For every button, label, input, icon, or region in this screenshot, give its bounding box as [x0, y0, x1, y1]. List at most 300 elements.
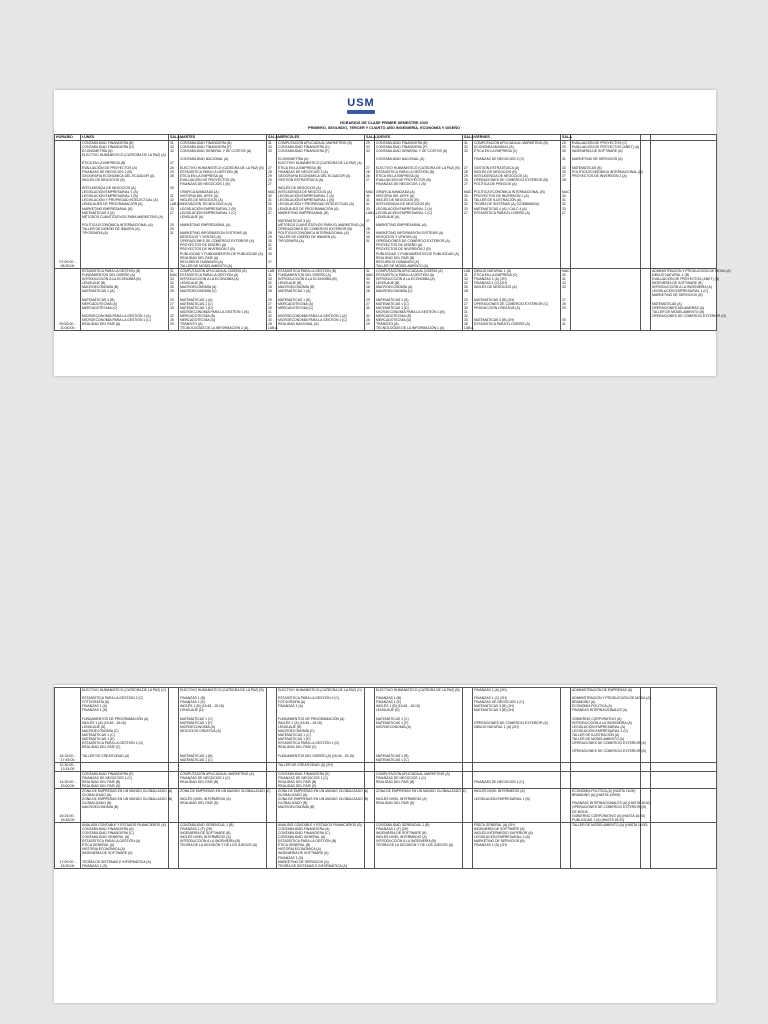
room-entry: 31: [268, 309, 272, 314]
course-entry: ZONA DE EMPRESAS EN UN MUNDO GLOBALIZADO (B): [82, 797, 173, 802]
course-entry: MATEMÁTICAS 1 (C): [180, 301, 213, 306]
room-entry: 31: [268, 141, 272, 145]
room-entry: LAB B: [170, 202, 180, 207]
course-entry: POLÍTICA ECONÓMICA INTERNACIONAL (B): [572, 169, 643, 174]
room-entry: MAC: [170, 273, 178, 277]
room-entry: 29: [366, 141, 370, 145]
room-entry: LAB: [464, 268, 471, 273]
course-entry: PROYECTOS DE INVERSIÓN 2 (A): [572, 173, 627, 178]
course-entry: CONTABILIDAD FINANCIERA (B): [180, 141, 232, 145]
room-entry: LAB: [268, 268, 275, 273]
room-cell: [561, 771, 571, 788]
schedule-table-2: [54, 687, 717, 869]
room-entry: 29: [170, 226, 174, 231]
room-entry: 33: [562, 285, 566, 290]
course-entry: MERCADOTECNIA (D): [180, 318, 216, 323]
course-list-cell: [277, 762, 365, 771]
room-entry: 26: [366, 318, 370, 323]
course-entry: LEGISLACIÓN EMPRESARIAL 1 (B): [278, 198, 334, 203]
room-entry: 31: [170, 231, 174, 236]
course-entry: MARKETING DE SERVICIOS (B): [652, 293, 703, 298]
room-entry: 31: [562, 157, 566, 162]
course-list-cell: [375, 688, 463, 763]
course-entry: LEGISLACIÓN EMPRESARIAL 1 (C): [180, 210, 237, 215]
room-entry: 26: [366, 173, 370, 178]
course-entry: INTRODUCCIÓN A LA INGENIERÍA (A): [652, 285, 712, 290]
course-entry: MATEMÁTICAS (B): [572, 165, 602, 170]
course-entry: MERCADOTECNIA (A): [278, 301, 314, 306]
course-entry: ESTADÍSTICA PARA LA GESTIÓN (B): [82, 268, 141, 273]
course-entry: INGLÉS DE NEGOCIOS (A): [474, 285, 517, 290]
course-entry: FINANZAS DE NEGOCIOS 1 (C): [180, 775, 231, 780]
course-entry: LEGISLACIÓN EMPRESARIAL 1 (C): [376, 210, 433, 215]
course-entry: LENGUAJE (B): [278, 281, 302, 286]
room-cell: [169, 688, 179, 763]
course-entry: FINANZAS DE NEGOCIOS 2 (C): [474, 157, 525, 162]
room-cell: [365, 771, 375, 788]
course-entry: ZONA DE EMPRESAS EN UN MUNDO GLOBALIZADO (A): [82, 789, 173, 794]
course-entry: MACROECONOMÍA (B): [278, 285, 315, 290]
room-entry: 28: [464, 289, 468, 294]
course-list-cell: [277, 771, 365, 788]
course-entry: REALIDAD DEL PAÍS (C): [278, 745, 317, 750]
course-entry: ELECTIVO HUMANISTICO (CATEDRA DE LA PAZ) (B): [180, 688, 264, 692]
course-entry: COMPUTACIÓN APLICADA AL MARKETING (A): [376, 771, 450, 776]
room-entry: 29: [366, 297, 370, 302]
course-entry: TRÁNSITO (A): [376, 322, 399, 327]
course-entry: ESTADÍSTICA PARA LA GESTIÓN (A): [180, 273, 239, 277]
course-entry: LEGISLACIÓN EMPRESARIAL 1 (C): [572, 728, 629, 733]
course-entry: NEGOCIOS CREATIVA (A): [180, 728, 221, 733]
course-entry: GLOBALIZADO (B): [82, 801, 112, 806]
course-entry: ZONA DE EMPRESAS EN UN MUNDO GLOBALIZADO (A): [278, 789, 369, 794]
course-entry: ELECTIVO HUMANISTICO (CATEDRA DE LA PAZ) (A): [82, 153, 166, 158]
course-entry: FINANZAS DE NEGOCIOS 1 (C): [82, 775, 133, 780]
course-entry: MATEMÁTICAS 1 (E): [82, 737, 115, 742]
room-entry: 32: [170, 313, 174, 318]
extra-course-cell: [651, 141, 717, 269]
column-header: LUNES: [81, 135, 169, 141]
room-entry: 30: [268, 239, 272, 244]
room-entry: 33: [464, 318, 468, 323]
course-entry: OPERACIONES DE COMERCIO EXTERIOR (A): [572, 741, 646, 746]
room-entry: 32: [366, 313, 370, 318]
room-entry: 32: [464, 313, 468, 318]
course-entry: ESTADÍSTICA PARA EL DISEÑO (A): [474, 210, 530, 215]
course-entry: ECONOMÍA POLÍTICA (A) (HASTA 16:00): [572, 789, 636, 794]
course-entry: ECONOMETRÍA (A): [82, 149, 113, 154]
course-entry: TEORÍA DE SISTEMAS E INFORMÁTICA (A): [278, 863, 347, 868]
course-list-cell: [473, 789, 561, 823]
room-entry: 26: [170, 285, 174, 290]
room-entry: 32: [366, 145, 370, 150]
room-cell: [463, 268, 473, 330]
course-entry: FUNDAMENTOS DEL DISEÑO (A) (15:45 - 15:15): [278, 753, 355, 758]
course-entry: MICROECONOMÍA (A): [376, 724, 412, 729]
course-entry: FUNDAMENTOS DE PROGRAMACIÓN (A): [278, 716, 345, 721]
course-entry: FINANZAS 1 (D): [278, 855, 304, 860]
room-cell: [169, 762, 179, 771]
room-entry: 26: [464, 285, 468, 290]
course-list-cell: [179, 822, 267, 868]
course-entry: FINANZAS DE NEGOCIOS 1 (C): [278, 775, 329, 780]
room-entry: 30: [170, 186, 174, 191]
room-entry: 30: [464, 305, 468, 310]
course-entry: LEGISLACIÓN EMPRESARIAL 2 (A): [474, 835, 530, 840]
room-entry: 26: [268, 285, 272, 290]
room-entry: 28: [170, 289, 174, 294]
room-cell: [267, 141, 277, 269]
course-entry: CONTABILIDAD GENERAL (A): [82, 835, 130, 840]
course-entry: MÉTODOS CUANTITATIVOS PARA EL MARKETING (A): [278, 222, 364, 227]
course-entry: POLÍTICA DE PRECIOS (A): [474, 181, 517, 186]
room-entry: 33: [562, 169, 566, 174]
course-entry: OPERACIONES DE COMERCIO EXTERIOR (A): [180, 239, 254, 244]
course-entry: CONTABILIDAD FINANCIERA (F): [376, 145, 428, 150]
room-entry: 32: [170, 198, 174, 203]
course-entry: DIBUJO NATURAL 1 (A) (2H): [474, 724, 519, 729]
course-entry: FINANZAS 1 (B): [82, 708, 108, 713]
schedule-page-1: [54, 90, 731, 376]
course-entry: [82, 763, 167, 767]
course-entry: REALIDAD DEL PAÍS (D): [376, 801, 415, 806]
course-entry: TALLER DE ILUSTRACIÓN (A): [572, 733, 620, 738]
room-entry: LAB A: [268, 326, 278, 331]
course-entry: INTRODUCCIÓN A LA INGENIERÍA (B): [180, 839, 240, 844]
course-entry: TIPOGRAFÍA (A): [82, 231, 108, 236]
room-entry: MAC: [366, 190, 374, 195]
course-entry: INTELIGENCIA DE NEGOCIOS (A): [278, 190, 332, 195]
course-entry: CONTABILIDAD FINANCIERA (E): [278, 771, 330, 776]
room-entry: MAC: [562, 190, 570, 195]
room-cell: [365, 789, 375, 823]
room-entry: 32: [268, 202, 272, 207]
room-entry: 31: [366, 198, 370, 203]
course-entry: MACROECONOMÍA (B): [82, 805, 119, 810]
course-list-cell: [375, 789, 467, 823]
course-entry: ZONA DE EMPRESAS EN UN MUNDO GLOBALIZADO (C): [376, 789, 467, 794]
course-entry: LEGISLACIÓN EMPRESARIAL 1 (C): [652, 289, 709, 294]
course-entry: GEOGRAFIA ECONOMICA DEL ECUADOR (A): [82, 173, 155, 178]
course-entry: ESTADÍSTICA PARA LA GESTIÓN (A): [82, 839, 141, 844]
course-entry: MATEMÁTICAS 1 (D): [376, 305, 409, 310]
course-entry: BRANDING (A): [572, 700, 596, 705]
room-entry: 28: [268, 169, 272, 174]
course-entry: GRAFICA AVANZADA (A): [180, 190, 219, 195]
extra-course-cell: [651, 762, 717, 771]
room-cell: [365, 762, 375, 771]
room-entry: 31: [170, 268, 174, 273]
course-entry: TEORÍA DE LA DECISIÓN Y DE LOS JUEGOS (A): [180, 843, 258, 848]
room-entry: 30: [562, 318, 566, 323]
course-entry: OPERACIONES DE COMERCIO EXTERIOR (B): [572, 749, 646, 754]
course-entry: INTRODUCCIÓN A LA INGENIERÍA (B): [376, 839, 436, 844]
course-entry: TIPOGRAFÍA (A): [278, 239, 304, 244]
course-entry: OPERACIONES DE COMERCIO EXTERIOR (B): [572, 805, 646, 810]
course-entry: INGLÉS DE NEGOCIOS (A): [180, 198, 223, 203]
course-entry: POLÍTICA ECONÓMICA INTERNACIONAL (A): [82, 222, 153, 227]
course-entry: ÉTICA EN LA EMPRESA (A): [376, 173, 420, 178]
time-slot: 12:30:00 - 13:15:00: [55, 762, 81, 771]
course-entry: ADMINISTRACIÓN Y PRODUCCIÓN DE MODA (A): [572, 696, 651, 701]
room-entry: 27: [366, 165, 370, 170]
course-entry: REALIDAD DEL PAÍS (D): [180, 801, 219, 806]
room-entry: 29: [170, 169, 174, 174]
room-entry: 33: [366, 277, 370, 282]
course-entry: LENGUAJE (B): [180, 281, 204, 286]
time-block-row: [55, 688, 717, 763]
room-entry: 29: [562, 145, 566, 150]
course-list-cell: [375, 822, 463, 868]
course-entry: MATEMÁTICAS 1 (B): [180, 753, 213, 758]
room-entry: 31: [268, 243, 272, 248]
course-entry: INGENIERÍA DE SOFTWARE (A): [572, 149, 623, 154]
course-entry: ELECTIVO HUMANISTICO (CATEDRA DE LA PAZ) (C): [278, 688, 362, 692]
room-entry: 30: [366, 235, 370, 240]
room-entry: 27: [268, 165, 272, 170]
course-entry: INTELIGENCIA DE NEGOCIOS (B): [376, 202, 430, 207]
room-entry: 29: [464, 173, 468, 178]
room-entry: 30: [464, 194, 468, 199]
course-entry: MARKETING DE SERVICIOS (A): [278, 859, 329, 864]
course-entry: FUNDAMENTOS DEL DISEÑO (A): [278, 273, 331, 277]
course-list-cell: [179, 771, 267, 788]
room-entry: 30: [562, 194, 566, 199]
room-cell: [365, 268, 375, 330]
course-list-cell: [179, 789, 271, 823]
course-entry: ESTADÍSTICA PARA LA GESTIÓN (B): [376, 169, 435, 174]
room-entry: MAC: [562, 268, 570, 273]
course-entry: ÉTICA EN LA EMPRESA (C): [474, 273, 518, 277]
course-entry: INGLÉS DE NEGOCIOS (B): [474, 169, 517, 174]
room-cell: [641, 771, 651, 788]
course-entry: LENGUAJE (A): [376, 214, 400, 219]
room-cell: [561, 688, 571, 763]
extra-course-cell: [651, 789, 717, 823]
column-header: MARTES: [179, 135, 267, 141]
course-entry: ADMINISTRACIÓN Y PRODUCCIÓN DE MODA (A): [652, 268, 731, 273]
course-entry: MARKETING INFORMATION SYSTEMS (A): [376, 231, 444, 236]
course-entry: FINANZAS 1 (C) (2H): [474, 281, 507, 286]
room-cell: [463, 688, 473, 763]
course-entry: REALIDAD DEL PAÍS (B): [376, 255, 415, 260]
room-cell: [267, 762, 277, 771]
course-entry: MACROECONOMÍA (A): [376, 285, 413, 290]
course-entry: OPERACIONES DE COMERCIO EXTERIOR (D): [652, 313, 727, 318]
course-entry: FINANZAS 1 (D): [82, 863, 108, 868]
room-entry: 27: [366, 218, 370, 223]
course-entry: [474, 763, 559, 767]
course-entry: MACROECONOMÍA (C): [180, 289, 217, 294]
room-entry: 29: [464, 297, 468, 302]
room-entry: 30: [170, 305, 174, 310]
column-header: SALA: [366, 135, 376, 139]
course-list-cell: [81, 268, 169, 330]
course-entry: INGLÉS 1 (B) (15:45 - 15:15): [180, 704, 224, 709]
course-entry: FINANZAS 1 (A): [82, 704, 108, 709]
course-entry: LEGISLACIÓN EMPRESARIAL 1 (B): [474, 797, 530, 802]
room-entry: 29: [562, 305, 566, 310]
course-entry: POLÍTICA ECONÓMICA INTERNACIONAL (A): [278, 231, 349, 236]
column-header: SALA: [464, 135, 474, 139]
room-entry: 27: [562, 297, 566, 302]
course-entry: FINANZAS DE NEGOCIOS 1 (B): [180, 181, 230, 186]
course-entry: INGLÉS 1 (B) (15:45 - 15:15): [376, 704, 420, 709]
room-entry: 32: [170, 149, 174, 154]
course-entry: TALLER DE DISEÑO DE IMAGEN (A): [82, 226, 140, 231]
room-entry: 33: [268, 318, 272, 323]
course-entry: FUNDAMENTOS DEL DISEÑO (A): [82, 273, 135, 277]
course-entry: ÉTICA GENERAL (B): [278, 843, 311, 848]
course-entry: FINANZAS 1 (A): [278, 704, 304, 709]
room-cell: [169, 822, 179, 868]
course-entry: OPERACIONES DE COMERCIO EXTERIOR (B): [278, 226, 352, 231]
room-entry: 28: [366, 226, 370, 231]
course-entry: FINANZAS 1 (E): [180, 700, 206, 705]
course-list-cell: [375, 268, 463, 330]
course-entry: PROYECTOS DE INVERSIÓN 2 (B): [376, 247, 431, 252]
course-entry: INGLÉS NIVEL INTERMEDIO (A): [180, 835, 231, 840]
course-entry: PUBLICIDAD 1 (A) (HASTA 16:00): [572, 817, 625, 822]
extra-course-cell: [571, 771, 641, 788]
room-entry: 32: [170, 281, 174, 286]
time-slot: 17:00:00 - 18:30:00: [55, 822, 81, 868]
course-entry: COMPUTACIÓN APLICADA AL MARKETING (B): [278, 141, 352, 145]
room-entry: 30: [366, 194, 370, 199]
room-entry: 32: [366, 202, 370, 207]
course-list-cell: [375, 141, 463, 269]
course-entry: MICROECONOMÍA (A): [180, 724, 216, 729]
room-entry: 27: [366, 301, 370, 306]
course-entry: MICROECONOMÍA PARA LA GESTIÓN 1 (B): [376, 309, 445, 314]
course-entry: LEGISLACIÓN Y PROPIEDAD INTELECTUAL (A): [82, 198, 158, 203]
course-entry: REALIDAD DEL PAÍS (B): [376, 779, 415, 784]
extra-course-cell: [651, 771, 717, 788]
room-entry: 31: [464, 198, 468, 203]
course-entry: MATEMÁTICAS 1 (B): [376, 753, 409, 758]
course-entry: GEOGRAFIA ECONOMICA DEL ECUADOR (A): [278, 173, 351, 178]
course-entry: ELECTIVO HUMANISTICO (CATEDRA DE LA PAZ) (B): [376, 688, 460, 692]
course-entry: TEORÍA DE SISTEMAS E INFORMÁTICA (A): [82, 859, 151, 864]
course-entry: REALIDAD NACIONAL (A): [278, 322, 319, 327]
course-entry: INGENIERÍA DE SOFTWARE (B): [180, 831, 231, 835]
room-cell: [365, 141, 375, 269]
course-entry: EVALUACIÓN DE PROYECTOS (C): [572, 141, 628, 145]
room-cell: [463, 822, 473, 868]
course-entry: PROYECTOS DE INVERSIÓN 1 (A): [474, 194, 529, 199]
course-entry: GLOBALIZADO (A): [82, 793, 112, 798]
course-entry: OPERACIONES DE COMERCIO EXTERIOR (B): [474, 177, 548, 182]
room-entry: 29: [366, 322, 370, 327]
course-entry: ESTADÍSTICA PARA LA GESTIÓN 1 (D): [278, 741, 340, 746]
course-entry: CONTABILIDAD FINANCIERA (F): [278, 149, 330, 154]
course-entry: LENGUAJE (D): [376, 708, 400, 713]
extra-course-cell: [571, 688, 651, 763]
course-entry: FINANZAS 1 (A) (2H): [474, 688, 507, 692]
room-entry: 28: [366, 169, 370, 174]
course-entry: LENGUAJE (B): [278, 724, 302, 729]
course-entry: LENGUAJES DE PROGRAMACIÓN (A): [82, 202, 143, 207]
extra-course-cell: [571, 268, 641, 330]
room-entry: 28: [366, 289, 370, 294]
course-entry: DE MODA: [572, 809, 588, 814]
course-entry: MATEMÁTICAS 1 (F): [376, 720, 409, 725]
course-entry: ADMINISTRACIÓN DE EMPRESAS (A): [572, 688, 633, 692]
course-entry: ÉTICA EN LA EMPRESA (B): [82, 161, 126, 166]
room-entry: 26: [170, 318, 174, 323]
course-entry: ANÁLISIS CONTABLE Y ESTADOS FINANCIEROS (B): [278, 822, 362, 827]
course-entry: FINANZAS 1 (B): [180, 696, 206, 701]
time-block-row: [55, 141, 717, 269]
extra-course-cell: [651, 822, 717, 868]
room-entry: 27: [464, 165, 468, 170]
room-cell: [169, 771, 179, 788]
course-entry: TALLER DE ILUSTRACIÓN (A): [474, 198, 522, 203]
time-block-row: [55, 771, 717, 788]
room-entry: 31: [562, 322, 566, 327]
column-header: JUEVES: [375, 135, 463, 141]
room-entry: 31: [562, 277, 566, 282]
course-entry: MERCADOTECNIA (B): [376, 313, 412, 318]
course-entry: MICROECONOMÍA PARA LA GESTIÓN 1 (C): [278, 318, 347, 323]
course-entry: TALLER DE MODELAMIENTO (A) (HASTA 16:00): [572, 822, 648, 827]
course-entry: LENGUAJE (A): [82, 724, 106, 729]
course-entry: LENGUAJE (B): [376, 281, 400, 286]
room-entry: 27: [268, 181, 272, 186]
course-entry: ECONOMÍA POLÍTICA (A): [572, 704, 612, 709]
room-entry: 31: [464, 273, 468, 277]
course-entry: INGLÉS NIVEL INTERMEDIO (A): [376, 835, 427, 840]
course-entry: INGENIERÍA DE SOFTWARE (A): [82, 851, 133, 856]
room-cell: [169, 789, 179, 823]
course-list-cell: [277, 822, 365, 868]
course-list-cell: [375, 762, 463, 771]
course-list-cell: [179, 762, 267, 771]
course-entry: MACROECONOMÍA (C): [278, 728, 315, 733]
course-list-cell: [277, 688, 365, 763]
course-entry: [180, 763, 265, 767]
column-header: SALA: [170, 135, 180, 139]
course-entry: FINANZAS 1 (F) (2H): [180, 826, 213, 831]
course-entry: ESTADÍSTICA PARA LA GESTIÓN 2 (C): [82, 696, 144, 701]
course-entry: HISTORIA DEL ARTE (A): [376, 194, 415, 199]
course-entry: INGLÉS NIVEL INTERMEDIO (A): [474, 789, 525, 794]
course-entry: MICROECONOMÍA PARA LA GESTIÓN 1 (C): [82, 318, 151, 323]
course-entry: REALIDAD DEL PAÍS (C): [82, 745, 121, 750]
course-entry: ÉTICA GENERAL (A): [82, 843, 115, 848]
course-entry: FINANZAS DE NEGOCIOS 1 (C): [474, 700, 525, 705]
course-entry: ELECTIVO HUMANISTICO (CATEDRA DE LA PAZ) (B): [376, 165, 460, 170]
extra-course-cell: [651, 268, 731, 330]
course-entry: ECONOMÍA MUNDIAL (A): [474, 145, 514, 150]
course-entry: LEGISLACIÓN EMPRESARIAL 2 (B): [180, 206, 236, 211]
course-entry: CONTABILIDAD GERENCIAL 1 (B): [180, 822, 234, 827]
course-entry: HISTORIA ECONÓMICA (A): [82, 847, 125, 852]
course-entry: ELECTIVO HUMANISTICO (CATEDRA DE LA PAZ) (B): [180, 165, 264, 170]
course-entry: TALLER DE MODELAMIENTO (A): [180, 263, 233, 268]
course-entry: RECURSOS HUMANOS (A): [180, 259, 223, 264]
room-entry: 26: [268, 177, 272, 182]
course-entry: ESTADÍSTICA PARA LA GESTIÓN (B): [278, 268, 337, 273]
course-entry: MATEMÁTICAS 1 (A): [180, 297, 213, 302]
room-entry: 32: [464, 281, 468, 286]
course-entry: INGENIERÍA DE SOFTWARE (A): [278, 851, 329, 856]
time-slot: 13:30:00 - 15:00:00: [55, 771, 81, 788]
course-entry: HISTORIA DEL ARTE (A): [180, 194, 219, 199]
time-slot: 15:15:00 - 16:45:00: [55, 789, 81, 823]
course-entry: FINANZAS 1 (C) (2H): [474, 696, 507, 701]
room-entry: 28: [464, 169, 468, 174]
